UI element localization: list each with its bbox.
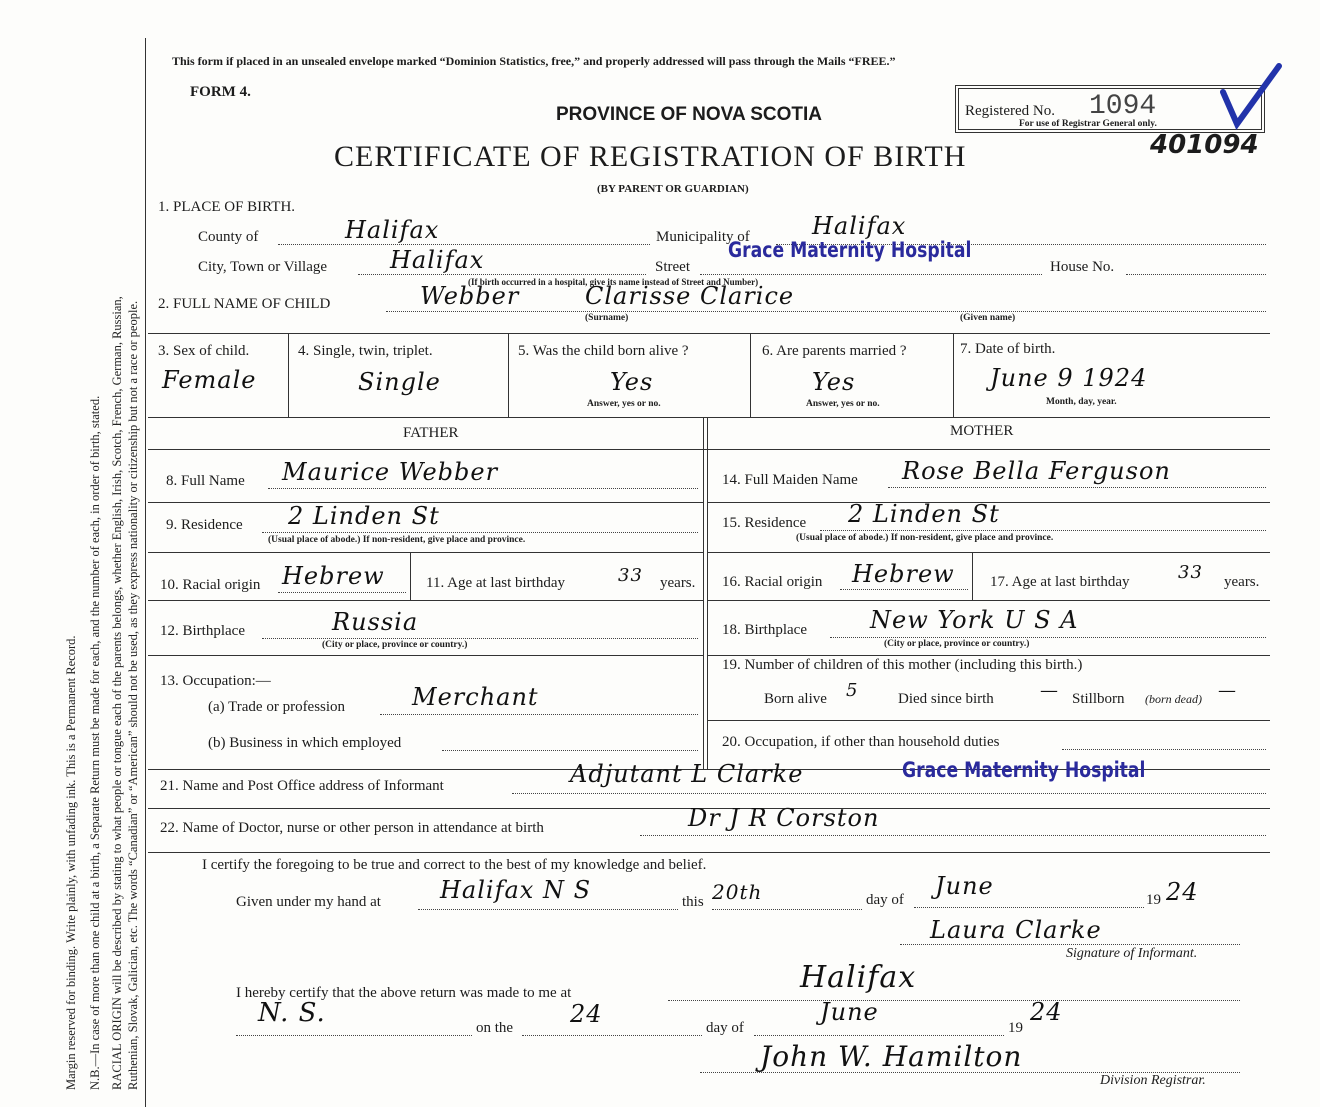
surname-caption: (Surname) — [585, 313, 629, 323]
place-of-birth-heading: 1. PLACE OF BIRTH. — [158, 199, 296, 215]
registrar-month: June — [820, 998, 879, 1026]
trade-label: (a) Trade or profession — [208, 699, 346, 715]
born-alive-count: 5 — [846, 680, 859, 701]
margin-note-racial-origin-2: Ruthenian, Slovak, Galician, etc. The words “Canadian” or “American” should not be used, as they express nationality or citizenship but not a race or people. — [126, 300, 140, 1090]
registered-value: 1094 — [1089, 91, 1157, 122]
parents-divider — [703, 417, 708, 769]
informant-label: 21. Name and Post Office address of Informant — [160, 778, 444, 794]
county-label: County of — [198, 229, 259, 245]
mail-notice: This form if placed in an unsealed envelope marked “Dominion Statistics, free,” and properly addressed will pass through the Mails “FREE.” — [172, 54, 896, 68]
parents-married-value: Yes — [812, 368, 856, 396]
certify-year: 24 — [1166, 878, 1199, 906]
binding-margin — [0, 0, 145, 1107]
died-since-birth-label: Died since birth — [898, 691, 994, 707]
died-since-birth-count: — — [1040, 680, 1059, 701]
business-label: (b) Business in which employed — [208, 735, 402, 751]
father-residence: 2 Linden St — [288, 502, 440, 530]
stillborn-label: Stillborn — [1072, 691, 1125, 707]
registrar-place: Halifax — [800, 960, 917, 995]
born-alive-value: Yes — [610, 368, 654, 396]
father-heading: FATHER — [403, 425, 459, 441]
certificate-serial-number: 401094 — [1150, 130, 1259, 160]
father-birthplace-caption: (City or place, province or country.) — [322, 640, 468, 650]
mother-residence: 2 Linden St — [848, 500, 1000, 528]
dob-caption: Month, day, year. — [1046, 397, 1117, 407]
father-age-label: 11. Age at last birthday — [426, 575, 565, 591]
certificate-subtitle: (BY PARENT OR GUARDIAN) — [597, 183, 749, 195]
certify-day-of-label: day of — [866, 892, 904, 908]
mother-birthplace: New York U S A — [870, 606, 1079, 634]
street-stamp: Grace Maternity Hospital — [728, 238, 972, 262]
registrar-day-of-label: day of — [706, 1020, 744, 1036]
father-name-label: 8. Full Name — [166, 473, 245, 489]
informant-signature: Laura Clarke — [930, 916, 1102, 944]
certify-statement: I certify the foregoing to be true and correct to the best of my knowledge and belief. — [202, 857, 707, 873]
child-surname: Webber — [420, 282, 520, 310]
father-origin: Hebrew — [282, 562, 385, 590]
mother-age: 33 — [1178, 562, 1203, 583]
margin-note-multiple-births: N.B.—In case of more than one child at a birth, a Separate Return must be made for each, and the number of each, in order of birth, stated. — [88, 395, 102, 1090]
given-name-caption: (Given name) — [960, 313, 1016, 323]
stillborn-note: (born dead) — [1145, 692, 1202, 706]
mother-years-label: years. — [1224, 574, 1260, 590]
registrar-year: 24 — [1030, 998, 1063, 1026]
born-alive-label: 5. Was the child born alive ? — [518, 343, 689, 359]
father-age: 33 — [618, 565, 643, 586]
given-place: Halifax N S — [440, 876, 592, 904]
mother-occupation-label: 20. Occupation, if other than household duties — [722, 734, 1000, 750]
registrar-place-province: N. S. — [258, 998, 326, 1028]
trade-value: Merchant — [412, 683, 539, 711]
form-number: FORM 4. — [190, 84, 251, 100]
certify-year-prefix: 19 — [1146, 892, 1161, 908]
father-residence-caption: (Usual place of abode.) If non-resident, give place and province. — [268, 535, 526, 545]
certify-day: 20th — [712, 880, 763, 904]
street-label: Street — [655, 259, 690, 275]
mother-birthplace-label: 18. Birthplace — [722, 622, 807, 638]
province-heading: PROVINCE OF NOVA SCOTIA — [556, 104, 823, 125]
mother-origin-label: 16. Racial origin — [722, 574, 823, 590]
child-name-label: 2. FULL NAME OF CHILD — [158, 296, 331, 312]
doctor-name: Dr J R Corston — [688, 804, 880, 832]
certify-month: June — [935, 872, 994, 900]
this-label: this — [682, 894, 704, 910]
margin-note-binding: Margin reserved for binding. Write plainly, with unfading ink. This is a Permanent Record. — [64, 635, 78, 1090]
dob-label: 7. Date of birth. — [960, 341, 1056, 357]
mother-name: Rose Bella Ferguson — [902, 457, 1171, 485]
parents-married-label: 6. Are parents married ? — [762, 343, 907, 359]
mother-age-label: 17. Age at last birthday — [990, 574, 1130, 590]
house-number-label: House No. — [1050, 259, 1115, 275]
born-alive-caption: Answer, yes or no. — [587, 399, 661, 409]
informant-address-stamp: Grace Maternity Hospital — [902, 758, 1146, 782]
registrar-day: 24 — [570, 1000, 603, 1028]
city-value: Halifax — [390, 246, 485, 274]
municipality-value: Halifax — [812, 212, 907, 240]
father-birthplace-label: 12. Birthplace — [160, 623, 245, 639]
mother-origin: Hebrew — [852, 560, 955, 588]
father-years-label: years. — [660, 575, 696, 591]
mother-heading: MOTHER — [950, 423, 1014, 439]
city-label: City, Town or Village — [198, 259, 328, 275]
father-residence-label: 9. Residence — [166, 517, 243, 533]
informant-signature-caption: Signature of Informant. — [1066, 946, 1198, 961]
registrar-on-label: on the — [476, 1020, 514, 1036]
registrar-general-note: For use of Registrar General only. — [1019, 119, 1157, 129]
sex-label: 3. Sex of child. — [158, 343, 250, 359]
hospital-note: (If birth occurred in a hospital, give its name instead of Street and Number) — [468, 277, 759, 287]
father-origin-label: 10. Racial origin — [160, 577, 261, 593]
mother-residence-label: 15. Residence — [722, 515, 807, 531]
margin-note-racial-origin: RACIAL ORIGIN will be described by stating to what people or tongue each of the parents belongs, whether English, Irish, Scotch, French, German, Russian, — [110, 296, 124, 1090]
county-value: Halifax — [345, 216, 440, 244]
registered-label: Registered No. — [965, 103, 1055, 119]
occupation-label: 13. Occupation:— — [160, 673, 271, 689]
mother-name-label: 14. Full Maiden Name — [722, 472, 858, 488]
margin-rule — [145, 38, 146, 1107]
division-registrar-caption: Division Registrar. — [1100, 1073, 1206, 1088]
father-name: Maurice Webber — [282, 458, 499, 486]
child-given-name: Clarisse Clarice — [585, 282, 795, 310]
plurality-label: 4. Single, twin, triplet. — [298, 343, 433, 359]
dob-value: June 9 1924 — [990, 364, 1148, 392]
municipality-label: Municipality of — [656, 229, 750, 245]
born-alive-count-label: Born alive — [764, 691, 827, 707]
stillborn-count: — — [1218, 680, 1237, 701]
mother-residence-caption: (Usual place of abode.) If non-resident, give place and province. — [796, 533, 1054, 543]
informant-name: Adjutant L Clarke — [570, 760, 804, 788]
children-count-label: 19. Number of children of this mother (including this birth.) — [722, 657, 1083, 673]
plurality-value: Single — [358, 368, 441, 396]
doctor-label: 22. Name of Doctor, nurse or other person in attendance at birth — [160, 820, 544, 836]
parents-married-caption: Answer, yes or no. — [806, 399, 880, 409]
mother-birthplace-caption: (City or place, province or country.) — [884, 639, 1030, 649]
sex-value: Female — [162, 366, 257, 394]
certificate-title: CERTIFICATE OF REGISTRATION OF BIRTH — [334, 140, 967, 173]
father-birthplace: Russia — [332, 608, 419, 636]
given-under-hand-label: Given under my hand at — [236, 894, 381, 910]
registrar-signature: John W. Hamilton — [760, 1040, 1023, 1073]
registrar-year-prefix: 19 — [1008, 1020, 1023, 1036]
registrar-statement: I hereby certify that the above return was made to me at — [236, 985, 572, 1001]
